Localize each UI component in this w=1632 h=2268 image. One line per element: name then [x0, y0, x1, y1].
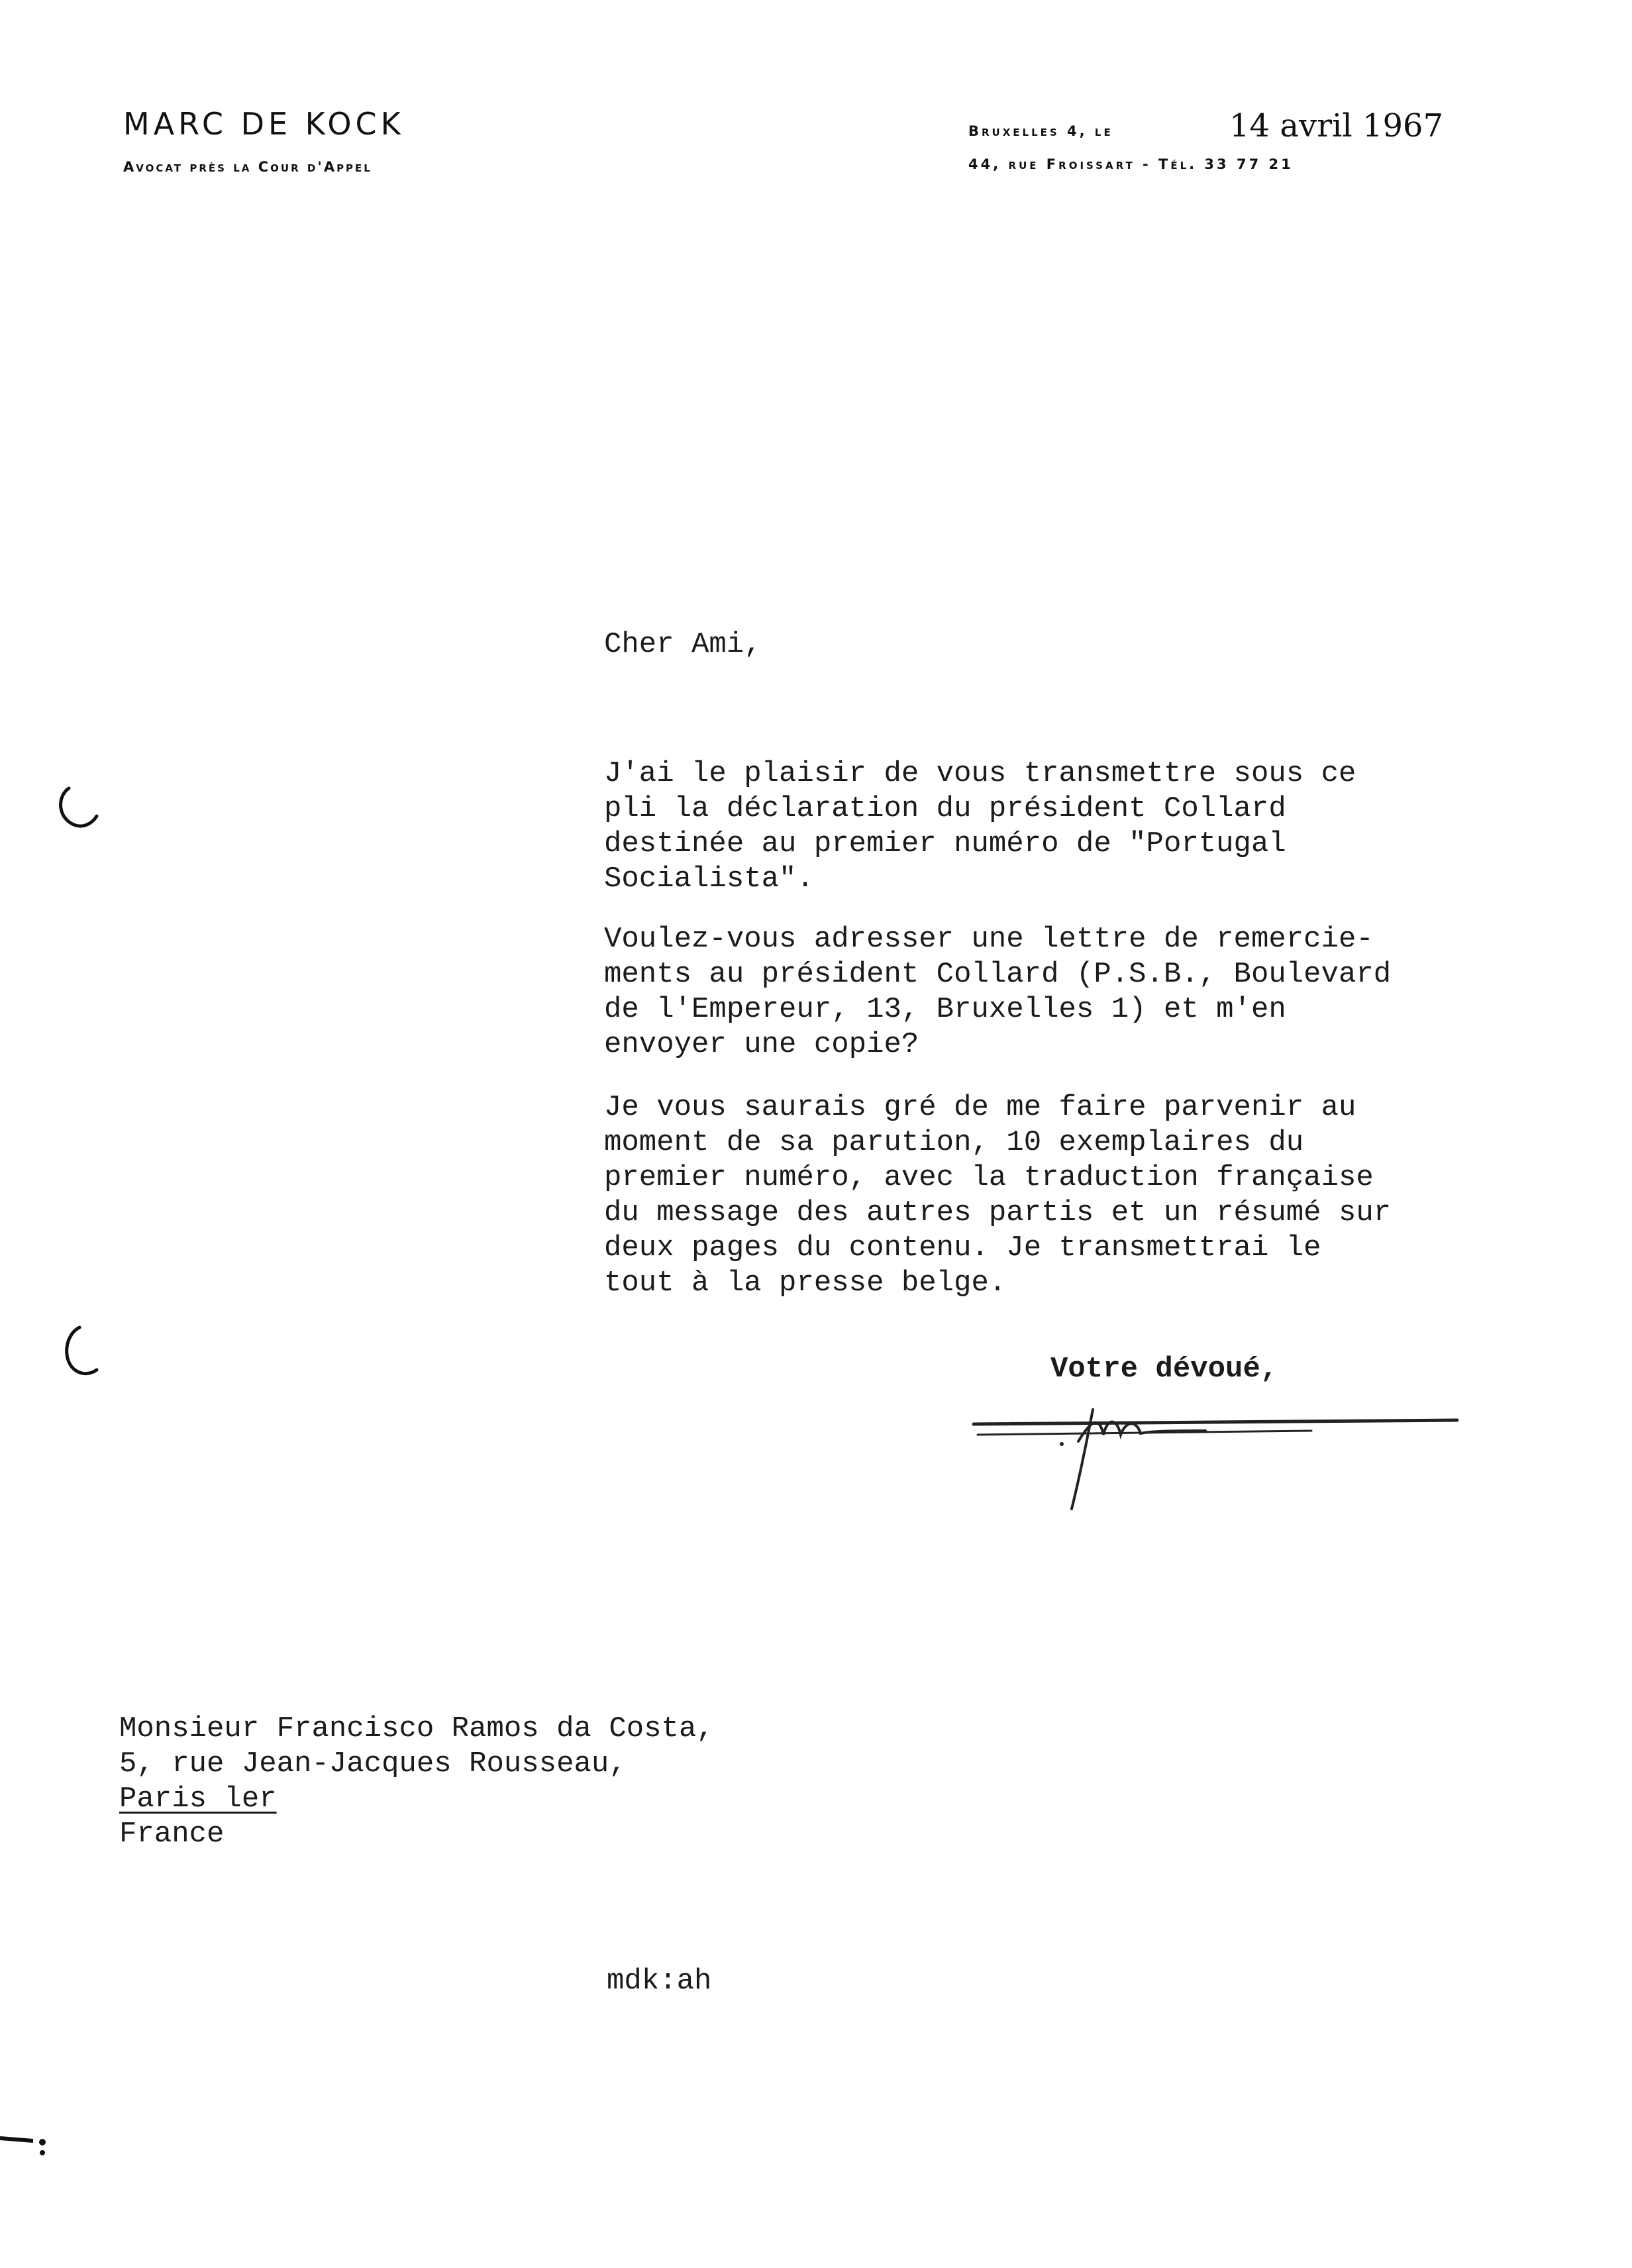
recipient-name: Monsieur Francisco Ramos da Costa, — [119, 1712, 714, 1745]
closing: Votre dévoué, — [1050, 1353, 1278, 1386]
reference-initials: mdk:ah — [607, 1965, 712, 1998]
punch-hole-mark — [50, 782, 110, 835]
recipient-country: France — [119, 1818, 225, 1851]
salutation: Cher Ami, — [604, 628, 762, 661]
paragraph-1: J'ai le plaisir de vous transmettre sous ce pli la déclaration du président Collard destinée au premier numéro de "Portugal Socialista". — [604, 757, 1356, 896]
paragraph-2: Voulez-vous adresser une lettre de remercie- ments au président Collard (P.S.B., Boulevard de l'Empereur, 13, Bruxelles 1) et m'en envoyer une copie? — [604, 923, 1392, 1061]
edge-mark — [0, 2126, 60, 2159]
recipient-street: 5, rue Jean-Jacques Rousseau, — [119, 1747, 627, 1780]
letterhead-name: MARC DE KOCK — [123, 106, 405, 142]
letterhead-title: Avocat près la Cour d'Appel — [123, 159, 372, 175]
recipient-address — [119, 1712, 714, 1852]
recipient-city: Paris ler — [119, 1782, 277, 1816]
paragraph-3: Je vous saurais gré de me faire parvenir au moment de sa parution, 10 exemplaires du premier numéro, avec la traduction française du message des autres partis et un résumé sur deux pages du contenu. Je transmettrai le tout à la presse belge. — [604, 1091, 1392, 1300]
signature — [967, 1404, 1470, 1523]
letter-date: 14 avril 1967 — [1229, 107, 1444, 144]
letterhead-address: 44, rue Froissart - Tél. 33 77 21 — [968, 156, 1294, 172]
letterhead-city: Bruxelles 4, le — [968, 123, 1113, 139]
punch-hole-mark — [53, 1322, 113, 1382]
